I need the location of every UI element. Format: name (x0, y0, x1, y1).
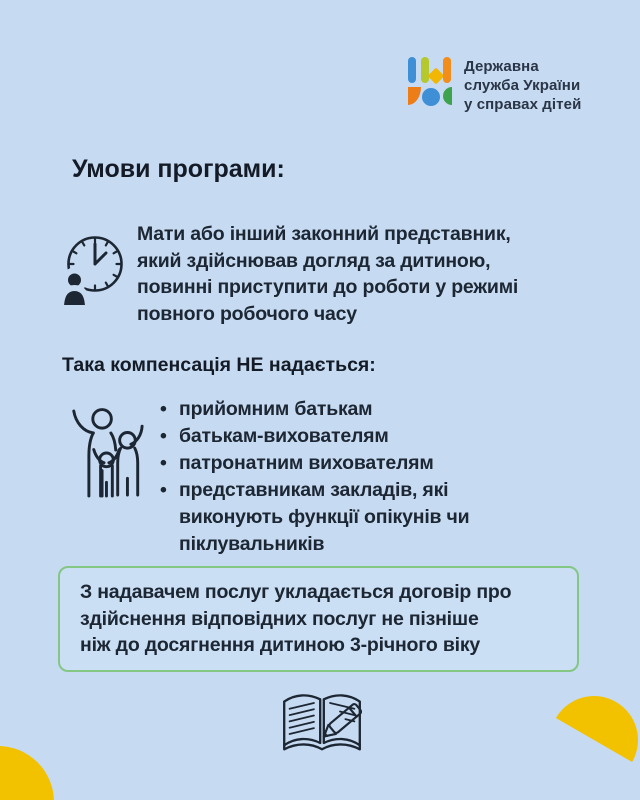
logo-shape-orange-quarter (408, 87, 421, 105)
logo-shape-green-half (443, 87, 452, 105)
org-name-line: служба України (464, 77, 581, 94)
logo-shape-gold-diamond (428, 68, 445, 85)
note-box (58, 566, 579, 672)
condition-line: Мати або інший законний представник, (137, 223, 511, 245)
condition-line: повного робочого часу (137, 302, 357, 325)
book-pencil-icon (277, 687, 367, 763)
state-service-logo-icon (408, 57, 452, 107)
condition-text (137, 221, 518, 327)
org-name-line: Державна (464, 58, 539, 75)
note-line: ніж до досягнення дитиною 3-річного віку (80, 634, 481, 656)
exclusions-row (64, 396, 538, 558)
clock-person-icon (57, 227, 129, 309)
exclusions-list (156, 396, 538, 558)
logo-shape-blue-circle (422, 88, 440, 106)
exclusions-title: Така компенсація НЕ надається: (62, 354, 376, 376)
condition-row (57, 221, 597, 327)
note-line: З надавачем послуг укладається договір про (80, 581, 512, 603)
condition-line: повинні приступити до роботи у режимі (137, 276, 519, 298)
logo-shape-lime-bar (421, 57, 429, 83)
org-name (464, 57, 581, 114)
yellow-halfdisc-decoration (556, 680, 640, 762)
exclusion-item: • батькам-вихователям (174, 423, 538, 450)
exclusion-item: • представникам закладів, які виконують функції опікунів чи піклувальників (174, 477, 538, 558)
org-logo (408, 57, 581, 114)
logo-shape-blue-bar (408, 57, 416, 83)
note-line: здійснення відповідних послуг не пізніше (80, 607, 479, 630)
condition-line: який здійснював догляд за дитиною, (137, 249, 491, 272)
org-name-line: у справах дітей (464, 96, 582, 113)
logo-shape-orange-bar (443, 57, 451, 83)
exclusion-item: • прийомним батькам (174, 396, 538, 423)
page-title: Умови програми: (72, 155, 285, 183)
family-icon (64, 406, 146, 500)
yellow-circle-decoration (0, 746, 54, 800)
exclusion-item: • патронатним вихователям (174, 450, 538, 477)
